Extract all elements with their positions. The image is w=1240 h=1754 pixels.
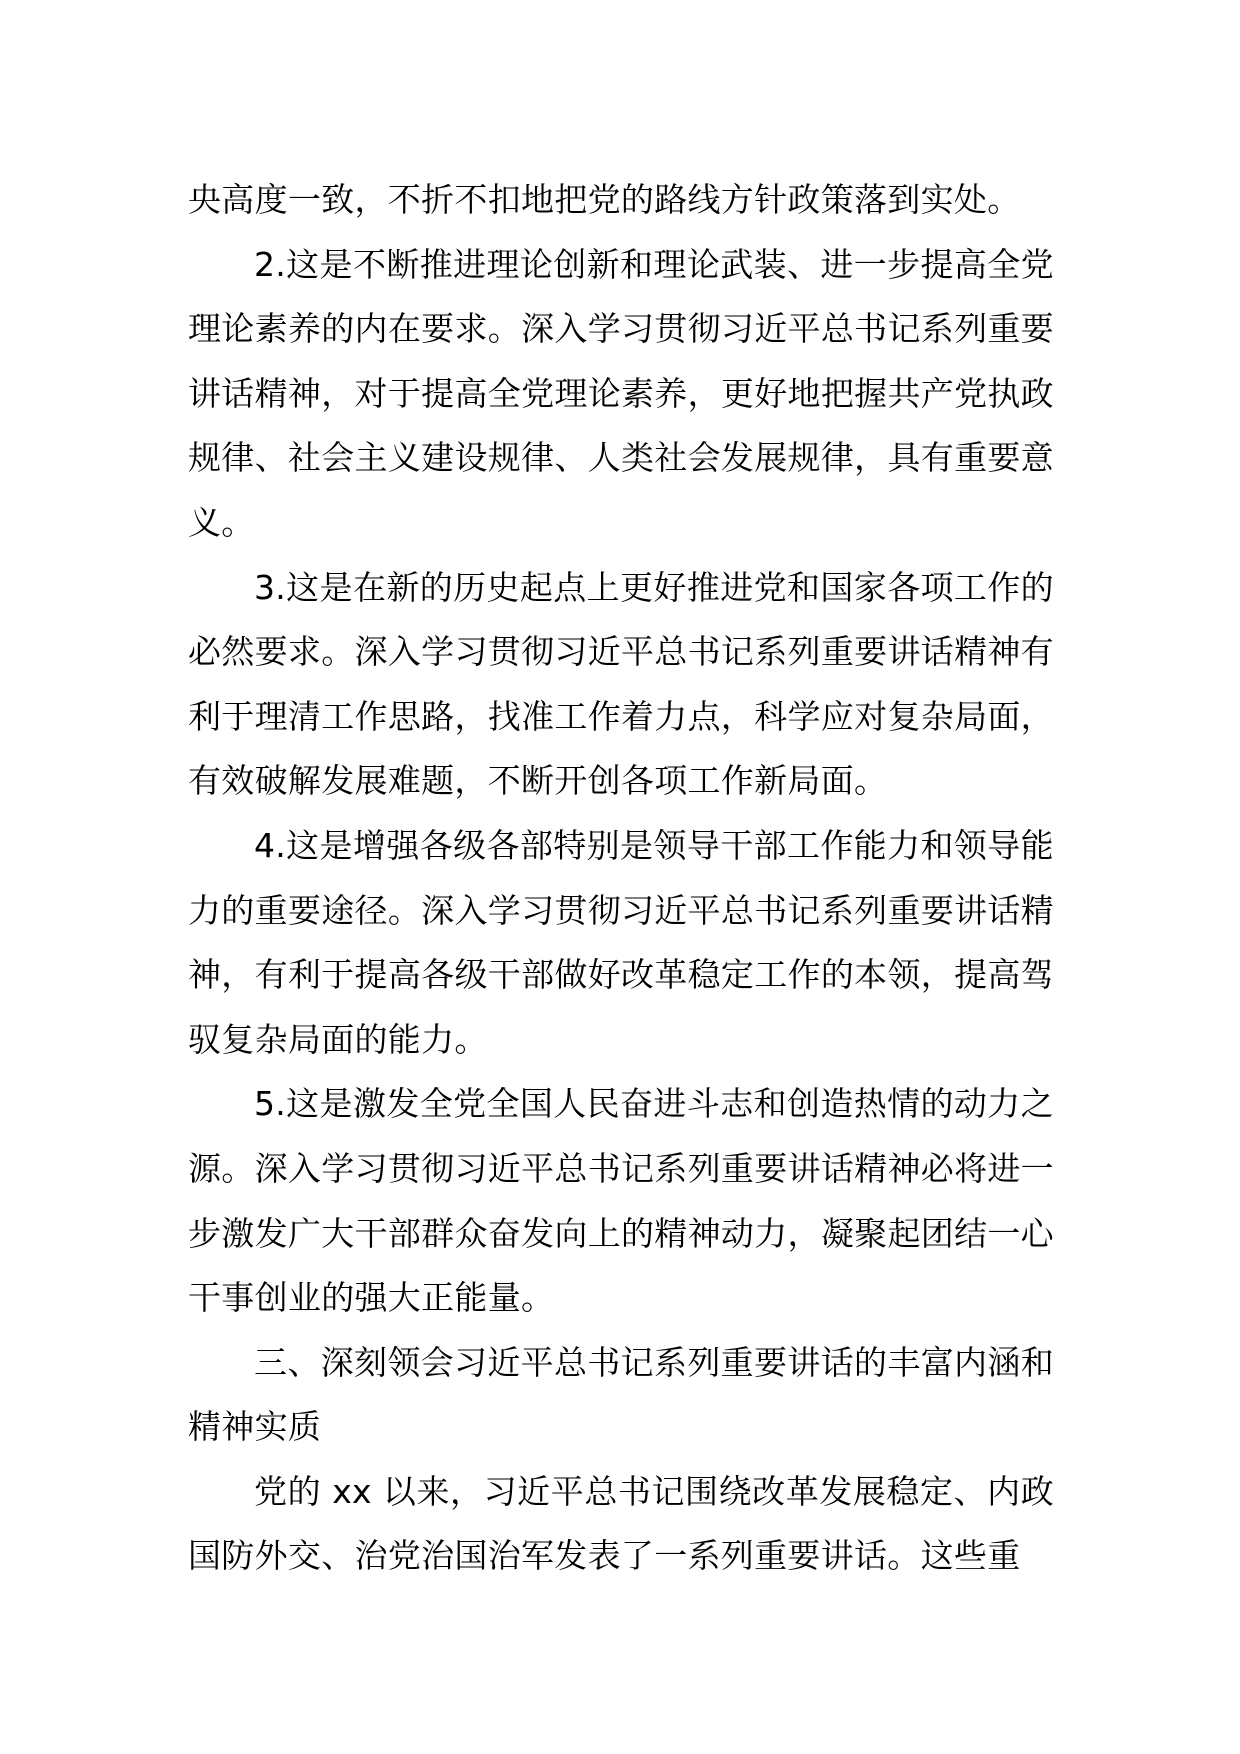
paragraph-point-4: 4.这是增强各级各部特别是领导干部工作能力和领导能力的重要途径。深入学习贯彻习近平总书记系列重要讲话精神，有利于提高各级干部做好改革稳定工作的本领，提高驾驭复杂局面的能力。 [188, 825, 1054, 1059]
section-heading-3: 三、深刻领会习近平总书记系列重要讲话的丰富内涵和精神实质 [188, 1342, 1054, 1447]
paragraph-point-5: 5.这是激发全党全国人民奋进斗志和创造热情的动力之源。深入学习贯彻习近平总书记系列重要讲话精神必将进一步激发广大干部群众奋发向上的精神动力，凝聚起团结一心干事创业的强大正能量。 [188, 1084, 1054, 1318]
paragraph-section-3-intro: 党的 xx 以来，习近平总书记围绕改革发展稳定、内政国防外交、治党治国治军发表了一系列重要讲话。这些重 [188, 1471, 1054, 1576]
document-body [188, 168, 1054, 1589]
paragraph-continuation: 央高度一致，不折不扣地把党的路线方针政策落到实处。 [188, 180, 1021, 219]
paragraph-point-2: 2.这是不断推进理论创新和理论武装、进一步提高全党理论素养的内在要求。深入学习贯彻习近平总书记系列重要讲话精神，对于提高全党理论素养，更好地把握共产党执政规律、社会主义建设规律、人类社会发展规律，具有重要意义。 [188, 244, 1054, 542]
paragraph-point-3: 3.这是在新的历史起点上更好推进党和国家各项工作的必然要求。深入学习贯彻习近平总书记系列重要讲话精神有利于理清工作思路，找准工作着力点，科学应对复杂局面，有效破解发展难题，不断开创各项工作新局面。 [188, 567, 1054, 801]
